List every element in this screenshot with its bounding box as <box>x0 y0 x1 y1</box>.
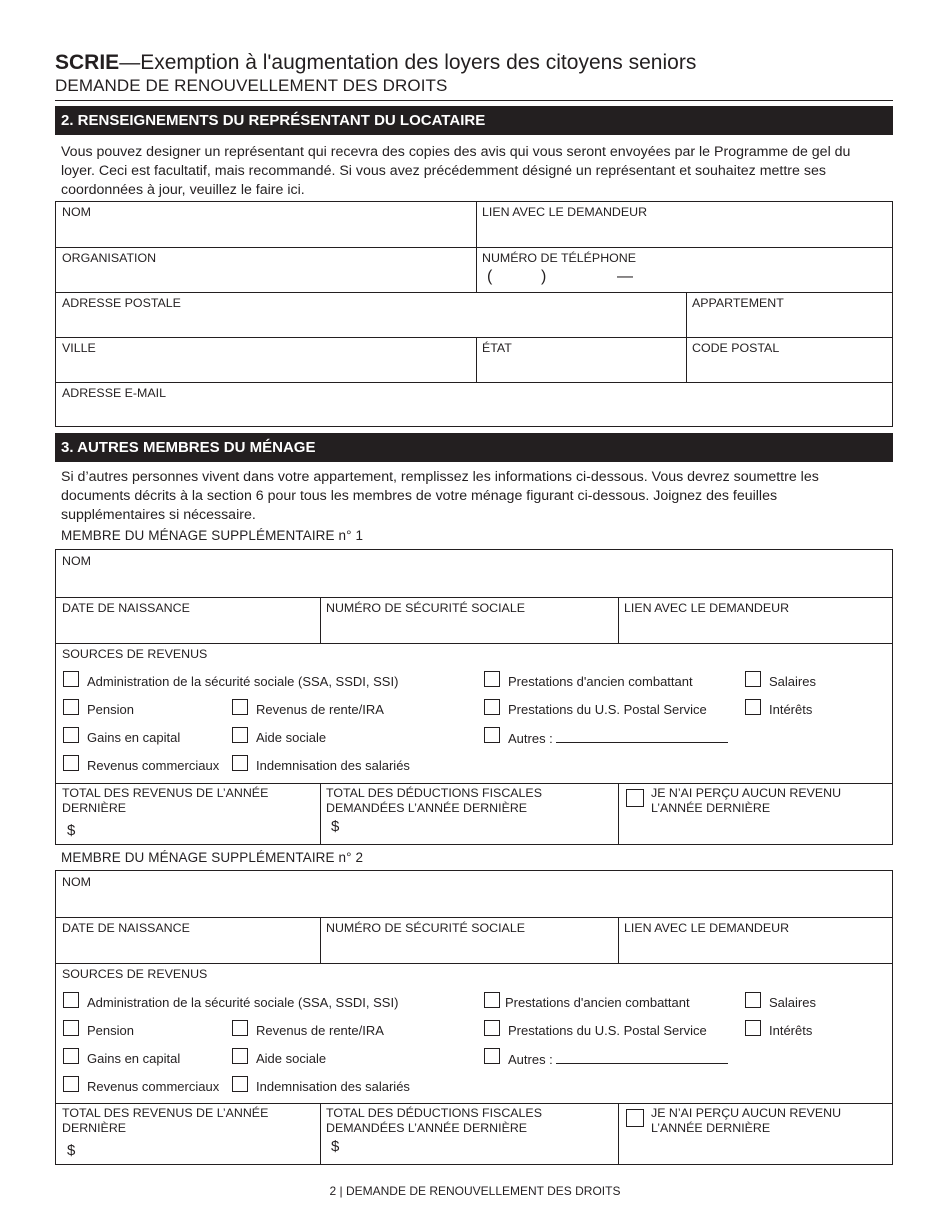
member2-capital-gains-label: Gains en capital <box>87 1051 181 1066</box>
member2-workers-comp-label: Indemnisation des salariés <box>256 1079 410 1094</box>
member2-veterans-checkbox[interactable] <box>484 992 500 1008</box>
member1-income-currency: $ <box>67 822 76 839</box>
rep-state-label: ÉTAT <box>482 341 512 355</box>
rep-address-field[interactable] <box>56 293 686 337</box>
member2-postal-checkbox[interactable] <box>484 1020 500 1036</box>
section2-heading: 2. RENSEIGNEMENTS DU REPRÉSENTANT DU LOCATAIRE <box>55 106 893 135</box>
member1-name-label: NOM <box>62 554 91 568</box>
member1-pension-label: Pension <box>87 702 134 717</box>
rep-address-label: ADRESSE POSTALE <box>62 296 181 310</box>
member1-dob-field[interactable] <box>56 598 320 643</box>
phone-close-paren: ) <box>541 268 547 285</box>
page-footer: 2 | DEMANDE DE RENOUVELLEMENT DES DROITS <box>329 1184 621 1198</box>
member1-other-checkbox[interactable] <box>484 727 500 743</box>
member2-income-sources-label: SOURCES DE REVENUS <box>62 967 208 981</box>
phone-dash: — <box>617 268 633 285</box>
section3-heading: 3. AUTRES MEMBRES DU MÉNAGE <box>55 433 893 462</box>
title-dash: — <box>119 51 141 74</box>
member2-dob-field[interactable] <box>56 918 320 963</box>
member1-postal-label: Prestations du U.S. Postal Service <box>508 702 707 717</box>
title-text: Exemption à l'augmentation des loyers des citoyens seniors <box>140 51 697 74</box>
member2-title: MEMBRE DU MÉNAGE SUPPLÉMENTAIRE n° 2 <box>61 850 364 865</box>
member1-ira-label: Revenus de rente/IRA <box>256 702 384 717</box>
section2-intro: Vous pouvez designer un représentant qui recevra des copies des avis qui vous seront envoyées par le Programme de gel du loyer. Ceci est facultatif, mais recommandé. Si vous avez précédemment désigné un représentant et souhaitez mettre ses coordonnées à jour, veuillez le faire ici. <box>61 144 851 198</box>
member1-workers-comp-label: Indemnisation des salariés <box>256 758 410 773</box>
member2-ssa-label: Administration de la sécurité sociale (SSA, SSDI, SSI) <box>87 995 399 1010</box>
member2-public-assistance-checkbox[interactable] <box>232 1048 248 1064</box>
representative-form <box>55 201 893 427</box>
rep-city-field[interactable] <box>56 338 476 382</box>
rep-phone-field[interactable] <box>477 248 892 292</box>
member2-veterans-label: Prestations d'ancien combattant <box>505 995 690 1010</box>
member2-dob-label: DATE DE NAISSANCE <box>62 921 190 935</box>
member1-postal-checkbox[interactable] <box>484 699 500 715</box>
member2-income-currency: $ <box>67 1142 76 1159</box>
member1-interest-label: Intérêts <box>769 702 813 717</box>
member1-pension-checkbox[interactable] <box>63 699 79 715</box>
rep-email-label: ADRESSE E-MAIL <box>62 386 166 400</box>
brand-name: SCRIE <box>55 51 120 74</box>
member2-name-label: NOM <box>62 875 91 889</box>
member2-no-income-checkbox[interactable] <box>626 1109 644 1127</box>
member1-deductions-currency: $ <box>331 818 340 835</box>
member1-wages-label: Salaires <box>769 674 816 689</box>
member2-business-checkbox[interactable] <box>63 1076 79 1092</box>
member1-veterans-checkbox[interactable] <box>484 671 500 687</box>
member2-other-input[interactable] <box>556 1051 728 1064</box>
member2-wages-label: Salaires <box>769 995 816 1010</box>
rep-name-label: NOM <box>62 205 91 219</box>
divider <box>56 963 892 964</box>
member2-wages-checkbox[interactable] <box>745 992 761 1008</box>
member1-wages-checkbox[interactable] <box>745 671 761 687</box>
member2-total-income-label: TOTAL DES REVENUS DE L’ANNÉE DERNIÈRE <box>62 1106 269 1135</box>
member1-dob-label: DATE DE NAISSANCE <box>62 601 190 615</box>
member2-ira-label: Revenus de rente/IRA <box>256 1023 384 1038</box>
member1-relationship-label: LIEN AVEC LE DEMANDEUR <box>624 601 790 615</box>
page-subtitle: DEMANDE DE RENOUVELLEMENT DES DROITS <box>55 76 448 95</box>
member1-business-checkbox[interactable] <box>63 755 79 771</box>
header-rule <box>55 100 893 101</box>
rep-zip-label: CODE POSTAL <box>692 341 780 355</box>
member1-total-deductions-label: TOTAL DES DÉDUCTIONS FISCALES DEMANDÉES L’ANNÉE DERNIÈRE <box>326 786 542 815</box>
member2-other-label: Autres : <box>508 1051 728 1067</box>
member2-relationship-label: LIEN AVEC LE DEMANDEUR <box>624 921 790 935</box>
phone-open-paren: ( <box>487 268 493 285</box>
member1-public-assistance-label: Aide sociale <box>256 730 327 745</box>
rep-organization-field[interactable] <box>56 248 476 292</box>
rep-apartment-field[interactable] <box>687 293 892 337</box>
member2-postal-label: Prestations du U.S. Postal Service <box>508 1023 707 1038</box>
member2-total-deductions-label: TOTAL DES DÉDUCTIONS FISCALES DEMANDÉES L’ANNÉE DERNIÈRE <box>326 1106 542 1135</box>
member2-ssn-field[interactable] <box>321 918 618 963</box>
member2-interest-label: Intérêts <box>769 1023 813 1038</box>
member2-interest-checkbox[interactable] <box>745 1020 761 1036</box>
member1-veterans-label: Prestations d'ancien combattant <box>508 674 693 689</box>
member2-deductions-currency: $ <box>331 1138 340 1155</box>
member1-workers-comp-checkbox[interactable] <box>232 755 248 771</box>
member1-public-assistance-checkbox[interactable] <box>232 727 248 743</box>
member1-ssn-field[interactable] <box>321 598 618 643</box>
rep-name-field[interactable] <box>56 202 476 247</box>
member1-business-label: Revenus commerciaux <box>87 758 220 773</box>
divider <box>618 1103 619 1165</box>
member2-ira-checkbox[interactable] <box>232 1020 248 1036</box>
member1-title: MEMBRE DU MÉNAGE SUPPLÉMENTAIRE n° 1 <box>61 528 364 543</box>
rep-state-field[interactable] <box>477 338 686 382</box>
member2-ssn-label: NUMÉRO DE SÉCURITÉ SOCIALE <box>326 921 525 935</box>
rep-relationship-label: LIEN AVEC LE DEMANDEUR <box>482 205 648 219</box>
member2-ssa-checkbox[interactable] <box>63 992 79 1008</box>
member2-public-assistance-label: Aide sociale <box>256 1051 327 1066</box>
page-title <box>55 50 696 76</box>
divider <box>56 643 892 644</box>
member1-no-income-checkbox[interactable] <box>626 789 644 807</box>
rep-relationship-field[interactable] <box>477 202 892 247</box>
member2-other-checkbox[interactable] <box>484 1048 500 1064</box>
divider <box>618 783 619 845</box>
member1-total-deductions-field[interactable] <box>321 784 618 845</box>
member2-name-field[interactable] <box>56 871 892 917</box>
member1-ssa-label: Administration de la sécurité sociale (SSA, SSDI, SSI) <box>87 674 399 689</box>
member1-capital-gains-checkbox[interactable] <box>63 727 79 743</box>
member1-interest-checkbox[interactable] <box>745 699 761 715</box>
member1-capital-gains-label: Gains en capital <box>87 730 181 745</box>
rep-apartment-label: APPARTEMENT <box>692 296 784 310</box>
member1-ira-checkbox[interactable] <box>232 699 248 715</box>
member2-pension-label: Pension <box>87 1023 134 1038</box>
rep-email-field[interactable] <box>56 383 892 426</box>
rep-organization-label: ORGANISATION <box>62 251 157 265</box>
member1-form <box>55 549 893 845</box>
member1-other-input[interactable] <box>556 730 728 743</box>
member1-income-sources-label: SOURCES DE REVENUS <box>62 647 208 661</box>
rep-phone-label: NUMÉRO DE TÉLÉPHONE <box>482 251 636 265</box>
rep-city-label: VILLE <box>62 341 96 355</box>
member1-other-label: Autres : <box>508 730 728 746</box>
member1-ssn-label: NUMÉRO DE SÉCURITÉ SOCIALE <box>326 601 525 615</box>
member2-pension-checkbox[interactable] <box>63 1020 79 1036</box>
member2-workers-comp-checkbox[interactable] <box>232 1076 248 1092</box>
member1-relationship-field[interactable] <box>619 598 892 643</box>
member2-business-label: Revenus commerciaux <box>87 1079 220 1094</box>
member1-total-income-label: TOTAL DES REVENUS DE L’ANNÉE DERNIÈRE <box>62 786 269 815</box>
member2-no-income-label: JE N’AI PERÇU AUCUN REVENU L’ANNÉE DERNIÈRE <box>651 1106 842 1135</box>
member2-capital-gains-checkbox[interactable] <box>63 1048 79 1064</box>
member1-total-income-field[interactable] <box>56 784 320 845</box>
member2-total-income-field[interactable] <box>56 1104 320 1165</box>
member2-relationship-field[interactable] <box>619 918 892 963</box>
rep-zip-field[interactable] <box>687 338 892 382</box>
section3-intro: Si d’autres personnes vivent dans votre appartement, remplissez les informations ci-dessous. Vous devrez soumettre les documents décrits à la section 6 pour tous les membres de votre ménage figurant ci-dessous. Joignez des feuilles supplémentaires si nécessaire. <box>61 469 819 523</box>
member1-name-field[interactable] <box>56 550 892 597</box>
member2-total-deductions-field[interactable] <box>321 1104 618 1165</box>
member1-no-income-label: JE N’AI PERÇU AUCUN REVENU L’ANNÉE DERNIÈRE <box>651 786 842 815</box>
member2-form <box>55 870 893 1165</box>
member1-ssa-checkbox[interactable] <box>63 671 79 687</box>
